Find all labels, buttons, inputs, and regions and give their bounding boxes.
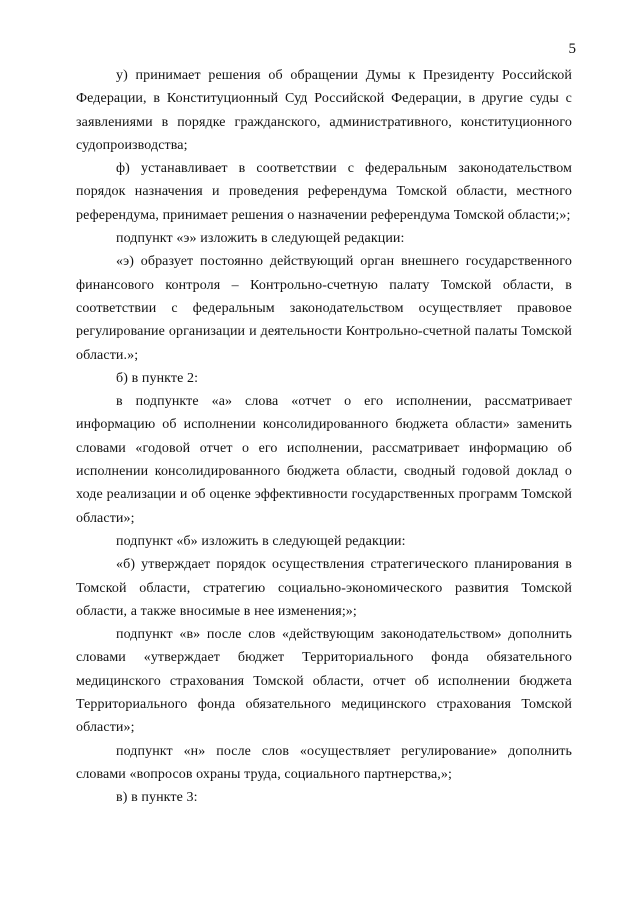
paragraph-subitem-e-intro: подпункт «э» изложить в следующей редакции: <box>116 231 405 247</box>
paragraph-f: ф) устанавливает в соответствии с федеральным законодательством порядок назначения и проведения референдума Томской области, местного референдума, принимает решения о назначении референдума Томской области;»; <box>76 161 572 223</box>
paragraph-subitem-a: в подпункте «а» слова «отчет о его исполнении, рассматривает информацию об исполнении консолидированного бюджета области» заменить словами «годовой отчет о его исполнении, рассматривает информацию об исполнении консолидированного бюджета области, сводный годовой доклад о ходе реализации и об оценке эффективности государственных программ Томской области»; <box>76 394 572 526</box>
paragraph-subitem-b: «б) утверждает порядок осуществления стратегического планирования в Томской области, стратегию социально-экономического развития Томской области, а также вносимые в нее изменения;»; <box>76 557 572 619</box>
paragraph-b-point-2: б) в пункте 2: <box>116 370 199 386</box>
page-number: 5 <box>568 41 576 57</box>
paragraph-subitem-n: подпункт «н» после слов «осуществляет регулирование» дополнить словами «вопросов охраны труда, социального партнерства,»; <box>76 743 572 782</box>
paragraph-subitem-b-intro: подпункт «б» изложить в следующей редакции: <box>116 533 406 549</box>
paragraph-subitem-v: подпункт «в» после слов «действующим законодательством» дополнить словами «утверждает бюджет Территориального фонда обязательного медицинского страхования Томской области, отчет об исполнении бюджета Территориального фонда обязательного медицинского страхования Томской области»; <box>76 627 572 736</box>
paragraph-e: «э) образует постоянно действующий орган внешнего государственного финансового контроля – Контрольно-счетную палату Томской области, в соответствии с федеральным законодательством осуществляет правовое регулирование организации и деятельности Контрольно-счетной палаты Томской области.»; <box>76 254 572 363</box>
document-body <box>76 64 572 810</box>
paragraph-v-point-3: в) в пункте 3: <box>116 790 198 806</box>
paragraph-u: у) принимает решения об обращении Думы к Президенту Российской Федерации, в Конституционный Суд Российской Федерации, в другие суды с заявлениями в порядке гражданского, административного, конституционного судопроизводства; <box>76 68 572 153</box>
